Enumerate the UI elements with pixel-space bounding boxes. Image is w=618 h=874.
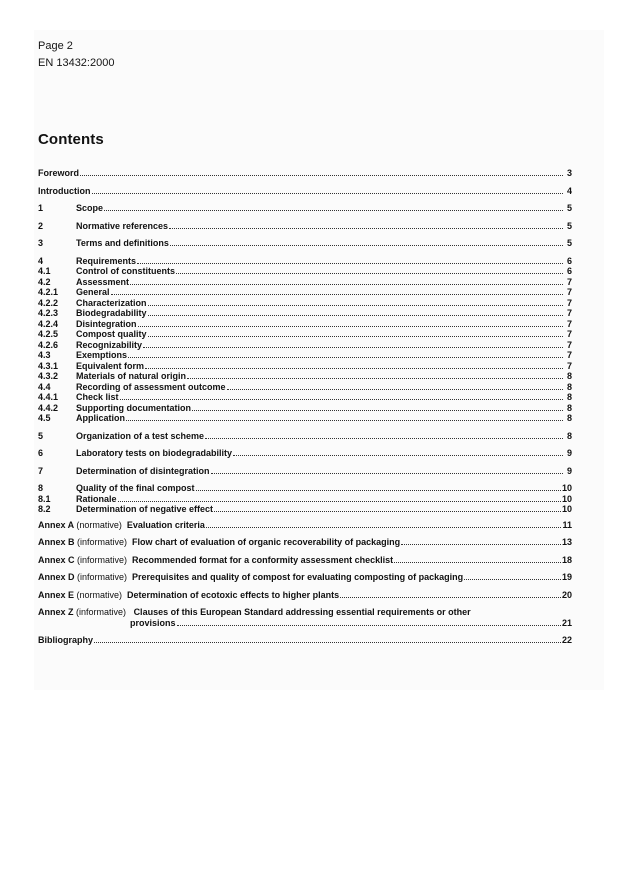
toc-entry-exemptions[interactable] xyxy=(38,350,572,361)
toc-entry-label: General xyxy=(76,287,110,297)
toc-entry-number: 4.2.4 xyxy=(38,318,59,329)
toc-entry-annex-a[interactable] xyxy=(38,520,572,531)
toc-entry-number: 3 xyxy=(38,238,44,248)
toc-entry-label: Equivalent form xyxy=(76,360,145,371)
dot-leader xyxy=(214,504,561,512)
toc-entry-label: Biodegradability xyxy=(76,308,147,318)
dot-leader xyxy=(92,186,564,194)
toc-entry-page: 21 xyxy=(561,617,572,628)
toc-entry-page: 9 xyxy=(566,448,572,458)
toc-entry-rationale[interactable] xyxy=(38,494,572,505)
toc-entry-label: Control of constituents xyxy=(76,266,175,276)
toc-entry-number: 5 xyxy=(38,430,44,441)
toc-entry-organization-of-a-test-scheme[interactable] xyxy=(38,431,572,442)
toc-entry-determination-of-negative-effect[interactable] xyxy=(38,504,572,515)
toc-entry-label: Introduction xyxy=(38,185,91,196)
toc-entry-label: Scope xyxy=(76,203,104,213)
toc-entry-number: 2 xyxy=(38,220,44,231)
toc-entry-normative-references[interactable] xyxy=(38,221,572,232)
toc-entry-recognizability[interactable] xyxy=(38,340,572,351)
toc-entry-page: 8 xyxy=(566,402,572,413)
toc-entry-number: 4.2.1 xyxy=(38,287,59,297)
dot-leader xyxy=(120,392,563,400)
toc-entry-label: Laboratory tests on biodegradability xyxy=(76,448,233,458)
toc-entry-page: 7 xyxy=(566,360,572,371)
annex-title: Clauses of this European Standard addressing essential requirements or other xyxy=(133,607,471,617)
dot-leader xyxy=(148,298,563,306)
toc-entry-page: 20 xyxy=(561,589,572,600)
toc-entry-number: 4.4 xyxy=(38,381,51,392)
toc-entry-page: 7 xyxy=(566,297,572,308)
annex-title: Flow chart of evaluation of organic recoverability of packaging xyxy=(132,537,401,547)
toc-entry-label: Determination of disintegration xyxy=(76,465,210,476)
toc-entry-materials-of-natural-origin[interactable] xyxy=(38,371,572,382)
dot-leader xyxy=(205,431,563,439)
toc-entry-page: 7 xyxy=(566,329,572,339)
toc-entry-page: 7 xyxy=(566,318,572,329)
dot-leader xyxy=(104,203,563,211)
dot-leader xyxy=(177,618,561,626)
annex-title: Recommended format for a conformity assessment checklist xyxy=(132,554,394,565)
toc-entry-terms-and-definitions[interactable] xyxy=(38,238,572,249)
toc-entry-annex-e[interactable] xyxy=(38,590,572,601)
dot-leader xyxy=(206,520,562,528)
toc-entry-number: 4.1 xyxy=(38,266,51,276)
toc-entry-label: Terms and definitions xyxy=(76,238,169,248)
toc-entry-page: 8 xyxy=(566,381,572,392)
toc-entry-compost-quality[interactable] xyxy=(38,329,572,340)
dot-leader xyxy=(394,555,561,563)
toc-entry-number: 4.2.5 xyxy=(38,329,59,339)
toc-entry-page: 5 xyxy=(566,238,572,248)
toc-entry-label: Foreword xyxy=(38,168,80,178)
dot-leader xyxy=(80,168,563,176)
toc-entry-application[interactable] xyxy=(38,413,572,424)
toc-entry-label: Bibliography xyxy=(38,635,94,645)
toc-entry-label: Materials of natural origin xyxy=(76,371,187,381)
dot-leader xyxy=(148,329,563,337)
toc-entry-label: Supporting documentation xyxy=(76,402,191,413)
toc-entry-label: Assessment xyxy=(76,276,130,287)
toc-entry-label: Rationale xyxy=(76,493,117,504)
toc-entry-annex-z[interactable] xyxy=(38,607,572,628)
toc-entry-requirements[interactable] xyxy=(38,256,572,267)
annex-label: Annex Z (informative) xyxy=(38,607,127,617)
dot-leader xyxy=(340,590,561,598)
toc-entry-bibliography[interactable] xyxy=(38,635,572,646)
toc-entry-number: 4.3 xyxy=(38,350,51,360)
dot-leader xyxy=(126,413,563,421)
toc-entry-equivalent-form[interactable] xyxy=(38,361,572,372)
toc-entry-disintegration[interactable] xyxy=(38,319,572,330)
toc-entry-quality-of-final-compost[interactable] xyxy=(38,483,572,494)
annex-label: Annex D (informative) xyxy=(38,572,128,582)
toc-entry-number: 4.2.6 xyxy=(38,339,59,350)
dot-leader xyxy=(227,382,563,390)
dot-leader xyxy=(464,572,561,580)
toc-entry-page: 9 xyxy=(566,465,572,476)
toc-entry-annex-c[interactable] xyxy=(38,555,572,566)
toc-entry-page: 7 xyxy=(566,308,572,318)
annex-title-continued: provisions xyxy=(130,617,176,628)
toc-entry-number: 1 xyxy=(38,203,44,213)
dot-leader xyxy=(118,494,561,502)
dot-leader xyxy=(169,221,563,229)
toc-entry-label: Recognizability xyxy=(76,339,143,350)
toc-entry-page: 13 xyxy=(561,537,572,547)
toc-entry-annex-b[interactable] xyxy=(38,537,572,548)
toc-entry-control-of-constituents[interactable] xyxy=(38,266,572,277)
toc-entry-determination-of-disintegration[interactable] xyxy=(38,466,572,477)
toc-entry-page: 22 xyxy=(561,635,572,645)
toc-entry-label: Organization of a test scheme xyxy=(76,430,205,441)
toc-entry-page: 6 xyxy=(566,266,572,276)
annex-label: Annex E (normative) xyxy=(38,589,123,600)
toc-entry-number: 4.4.2 xyxy=(38,402,59,413)
toc-entry-general[interactable] xyxy=(38,287,572,298)
toc-entry-number: 4.2.3 xyxy=(38,308,59,318)
toc-entry-label: Characterization xyxy=(76,297,147,308)
toc-entry-page: 5 xyxy=(566,220,572,231)
toc-entry-number: 4.2 xyxy=(38,276,51,287)
annex-title: Determination of ecotoxic effects to higher plants xyxy=(127,589,340,600)
toc-entry-foreword[interactable] xyxy=(38,168,572,179)
dot-leader xyxy=(148,308,563,316)
annex-label: Annex A (normative) xyxy=(38,519,122,530)
table-of-contents xyxy=(38,168,572,646)
toc-entry-page: 10 xyxy=(561,504,572,514)
dot-leader xyxy=(170,238,563,246)
toc-entry-scope[interactable] xyxy=(38,203,572,214)
toc-entry-number: 7 xyxy=(38,465,44,476)
toc-entry-label: Exemptions xyxy=(76,350,128,360)
annex-title: Evaluation criteria xyxy=(126,519,205,530)
toc-entry-number: 4.3.2 xyxy=(38,371,59,381)
toc-entry-page: 7 xyxy=(566,339,572,350)
dot-leader xyxy=(94,635,561,643)
toc-entry-label: Normative references xyxy=(76,220,169,231)
toc-entry-page: 7 xyxy=(566,287,572,297)
toc-entry-label: Determination of negative effect xyxy=(76,504,214,514)
toc-entry-page: 10 xyxy=(561,493,572,504)
annex-z-second-line xyxy=(38,618,572,629)
toc-entry-page: 8 xyxy=(566,430,572,441)
toc-entry-label: Check list xyxy=(76,392,119,402)
toc-entry-page: 10 xyxy=(561,483,572,493)
annex-title: Prerequisites and quality of compost for evaluating composting of packaging xyxy=(132,572,464,582)
toc-entry-number: 4.2.2 xyxy=(38,297,59,308)
dot-leader xyxy=(137,256,563,264)
dot-leader xyxy=(138,319,563,327)
annex-z-first-line xyxy=(38,607,572,618)
toc-entry-number: 8 xyxy=(38,483,44,493)
toc-entry-check-list[interactable] xyxy=(38,392,572,403)
dot-leader xyxy=(401,537,561,545)
toc-entry-number: 8.1 xyxy=(38,493,51,504)
toc-entry-supporting-documentation[interactable] xyxy=(38,403,572,414)
page-title: Contents xyxy=(38,131,104,148)
toc-entry-label: Disintegration xyxy=(76,318,137,329)
toc-entry-number: 8.2 xyxy=(38,504,51,514)
annex-label: Annex B (informative) xyxy=(38,537,128,547)
toc-entry-page: 5 xyxy=(566,203,572,213)
toc-entry-number: 4 xyxy=(38,255,44,266)
toc-entry-page: 19 xyxy=(561,572,572,582)
dot-leader xyxy=(145,361,563,369)
toc-entry-page: 4 xyxy=(566,185,572,196)
dot-leader xyxy=(192,403,563,411)
toc-entry-page: 8 xyxy=(566,371,572,381)
dot-leader xyxy=(187,371,563,379)
toc-entry-characterization[interactable] xyxy=(38,298,572,309)
toc-entry-recording-of-assessment-outcome[interactable] xyxy=(38,382,572,393)
toc-entry-page: 8 xyxy=(566,413,572,423)
toc-entry-label: Requirements xyxy=(76,255,137,266)
toc-entry-biodegradability[interactable] xyxy=(38,308,572,319)
toc-entry-introduction[interactable] xyxy=(38,186,572,197)
annex-label: Annex C (informative) xyxy=(38,554,128,565)
standard-designation: EN 13432:2000 xyxy=(38,57,115,69)
toc-entry-page: 11 xyxy=(562,519,572,530)
dot-leader xyxy=(130,277,563,285)
toc-entry-page: 18 xyxy=(561,554,572,565)
toc-entry-laboratory-tests[interactable] xyxy=(38,448,572,459)
dot-leader xyxy=(211,466,563,474)
dot-leader xyxy=(111,287,563,295)
toc-entry-number: 4.4.1 xyxy=(38,392,59,402)
toc-entry-page: 8 xyxy=(566,392,572,402)
toc-entry-label: Recording of assessment outcome xyxy=(76,381,226,392)
page-number-header: Page 2 xyxy=(38,40,73,52)
toc-entry-page: 3 xyxy=(566,168,572,178)
toc-entry-number: 6 xyxy=(38,448,44,458)
dot-leader xyxy=(176,266,563,274)
dot-leader xyxy=(128,350,563,358)
toc-entry-assessment[interactable] xyxy=(38,277,572,288)
toc-entry-number: 4.3.1 xyxy=(38,360,59,371)
dot-leader xyxy=(196,483,561,491)
toc-entry-label: Application xyxy=(76,413,125,423)
toc-entry-page: 7 xyxy=(566,350,572,360)
toc-entry-label: Quality of the final compost xyxy=(76,483,195,493)
dot-leader xyxy=(233,448,563,456)
toc-entry-page: 7 xyxy=(566,276,572,287)
toc-entry-page: 6 xyxy=(566,255,572,266)
toc-entry-number: 4.5 xyxy=(38,413,51,423)
toc-entry-annex-d[interactable] xyxy=(38,572,572,583)
toc-entry-label: Compost quality xyxy=(76,329,147,339)
dot-leader xyxy=(143,340,563,348)
